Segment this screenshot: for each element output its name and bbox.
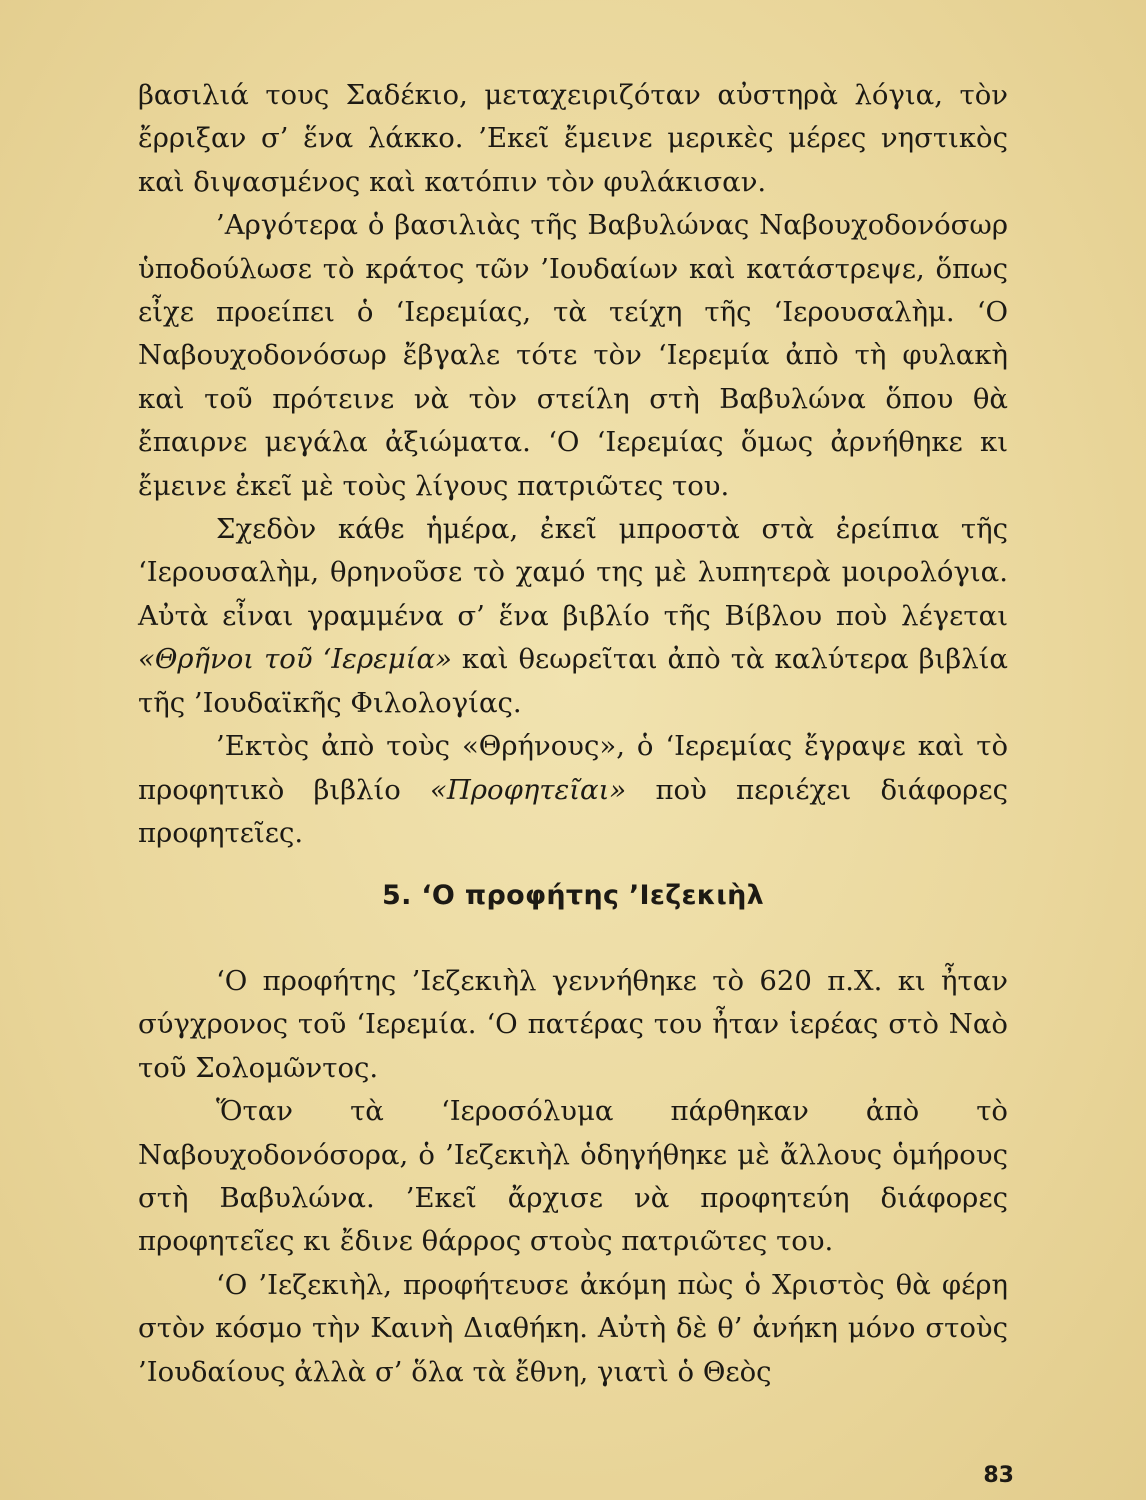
- book-title-italic: «Προφητεῖαι»: [430, 773, 627, 806]
- page-number: 83: [983, 1463, 1014, 1488]
- body-text-top: [138, 74, 1008, 855]
- book-title-italic: «Θρῆνοι τοῦ ‘Ιερεμία»: [138, 643, 452, 676]
- body-text-bottom: [138, 960, 1008, 1394]
- paragraph: Ὅταν τὰ ‘Ιεροσόλυμα πάρθηκαν ἀπὸ τὸ Ναβουχοδονόσορα, ὁ ’Ιεζεκιὴλ ὁδηγήθηκε μὲ ἄλλους ὁμήρους στὴ Βαβυλώνα. ’Εκεῖ ἄρχισε νὰ προφητεύη διάφορες προφητεῖες κι ἔδινε θάρρος στοὺς πατριῶτες του.: [138, 1095, 1008, 1258]
- paragraph: ‘Ο ’Ιεζεκιὴλ, προφήτευσε ἀκόμη πὼς ὁ Χριστὸς θὰ φέρη στὸν κόσμο τὴν Καινὴ Διαθήκη. Αὐτὴ δὲ θ’ ἀνήκη μόνο στοὺς ’Ιουδαίους ἀλλὰ σ’ ὅλα τὰ ἔθνη, γιατὶ ὁ Θεὸς: [138, 1268, 1008, 1388]
- section-heading: 5. ‘Ο προφήτης ’Ιεζεκιὴλ: [381, 880, 764, 911]
- paragraph-text: ποὺ περιέχει διάφορες προφητεῖες.: [138, 773, 1008, 849]
- paragraph-prophecies: [138, 725, 1008, 855]
- paragraph: ’Αργότερα ὁ βασιλιὰς τῆς Βαβυλώνας Ναβουχοδονόσωρ ὑποδούλωσε τὸ κράτος τῶν ’Ιουδαίων καὶ κατάστρεψε, ὅπως εἶχε προείπει ὁ ‘Ιερεμίας, τὰ τείχη τῆς ‘Ιερουσαλὴμ. ‘Ο Ναβουχοδονόσωρ ἔβγαλε τότε τὸν ‘Ιερεμία ἀπὸ τὴ φυλακὴ καὶ τοῦ πρότεινε νὰ τὸν στείλη στὴ Βαβυλώνα ὅπου θὰ ἔπαιρνε μεγάλα ἀξιώματα. ‘Ο ‘Ιερεμίας ὅμως ἀρνήθηκε κι ἔμεινε ἐκεῖ μὲ τοὺς λίγους πατριῶτες του.: [138, 209, 1008, 502]
- paragraph: ‘Ο προφήτης ’Ιεζεκιὴλ γεννήθηκε τὸ 620 π.Χ. κι ἦταν σύγχρονος τοῦ ‘Ιερεμία. ‘Ο πατέρας του ἦταν ἱερέας στὸ Ναὸ τοῦ Σολομῶντος.: [138, 965, 1008, 1084]
- paragraph-text: ’Εκτὸς ἀπὸ τοὺς «Θρήνους», ὁ ‘Ιερεμίας ἔγραψε καὶ τὸ προφητικὸ βιβλίο: [138, 730, 1008, 806]
- paragraph-lamentations: [138, 508, 1008, 725]
- paragraph-text: καὶ θεωρεῖται ἀπὸ τὰ καλύτερα βιβλία τῆς ’Ιουδαϊκῆς Φιλολογίας.: [138, 643, 1008, 719]
- paragraph-continuation: βασιλιά τους Σαδέκιο, μεταχειριζόταν αὐστηρὰ λόγια, τὸν ἔρριξαν σ’ ἕνα λάκκο. ’Εκεῖ ἔμεινε μερικὲς μέρες νηστικὸς καὶ διψασμένος καὶ κατόπιν τὸν φυλάκισαν.: [138, 79, 1008, 198]
- paragraph-text: Σχεδὸν κάθε ἡμέρα, ἐκεῖ μπροστὰ στὰ ἐρείπια τῆς ‘Ιερουσαλὴμ, θρηνοῦσε τὸ χαμό της μὲ λυπητερὰ μοιρολόγια. Αὐτὰ εἶναι γραμμένα σ’ ἕνα βιβλίο τῆς Βίβλου ποὺ λέγεται: [138, 513, 1008, 632]
